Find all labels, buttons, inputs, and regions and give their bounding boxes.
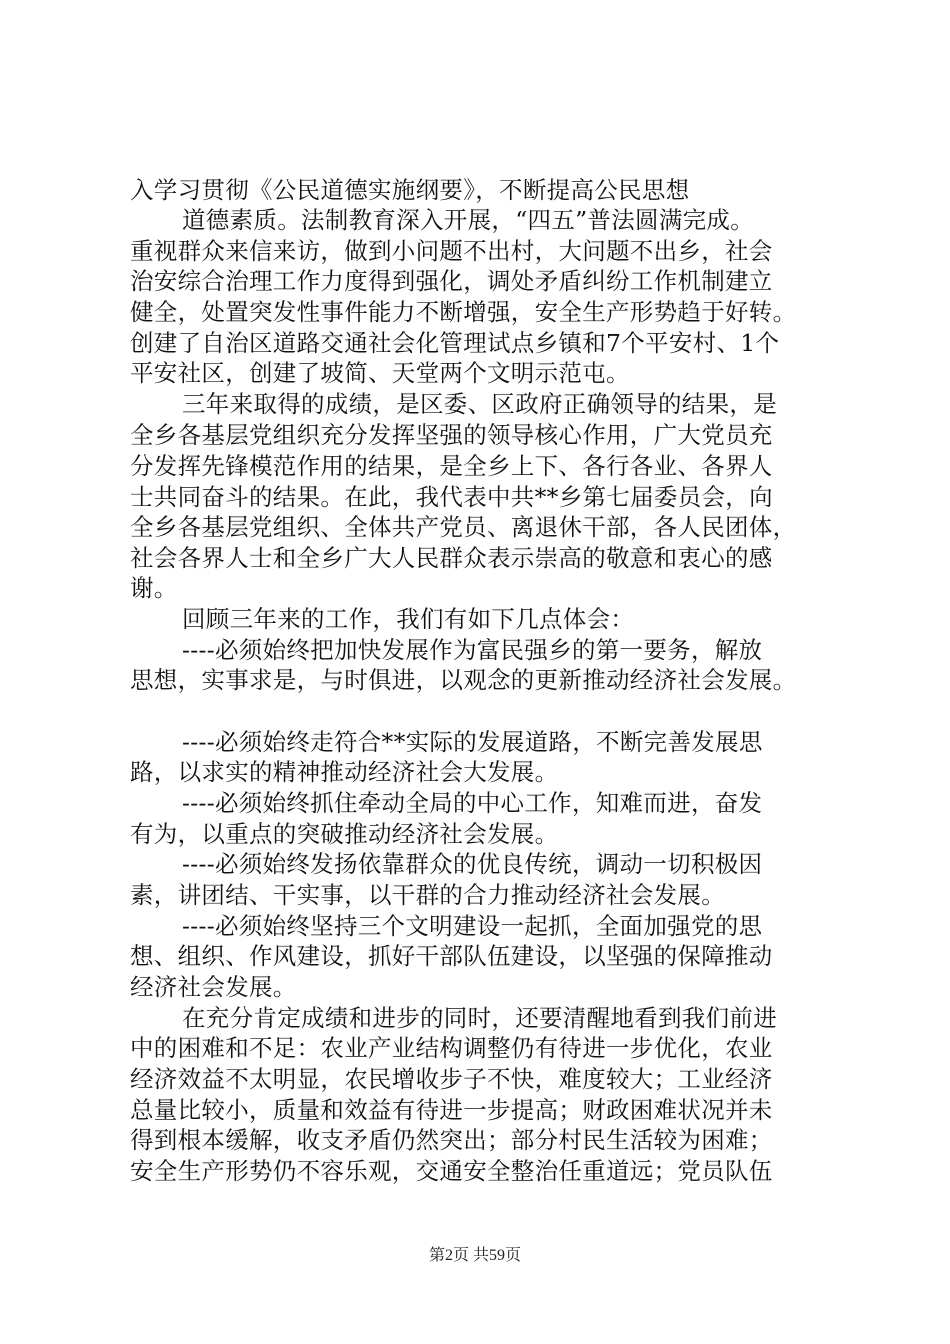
body-text-line: 得到根本缓解，收支矛盾仍然突出；部分村民生活较为困难； <box>130 1126 773 1154</box>
body-text-line: 思想，实事求是，与时俱进，以观念的更新推动经济社会发展。 <box>130 666 797 694</box>
body-text-line: 全乡各基层党组织充分发挥坚强的领导核心作用，广大党员充 <box>130 421 773 449</box>
body-text-line: ----必须始终抓住牵动全局的中心工作，知难而进，奋发 <box>182 789 763 817</box>
body-text-line: 平安社区，创建了坡简、天堂两个文明示范屯。 <box>130 359 630 387</box>
page-number-footer: 第2页 共59页 <box>428 1247 521 1264</box>
body-text-line: 入学习贯彻《公民道德实施纲要》，不断提高公民思想 <box>130 176 690 204</box>
body-text-line: 在充分肯定成绩和进步的同时，还要清醒地看到我们前进 <box>182 1004 777 1032</box>
body-text-line: 治安综合治理工作力度得到强化，调处矛盾纠纷工作机制建立 <box>130 267 773 295</box>
body-text-line: 全乡各基层党组织、全体共产党员、离退休干部，各人民团体， <box>130 513 797 541</box>
body-text-line: 重视群众来信来访，做到小问题不出村，大问题不出乡，社会 <box>130 237 773 265</box>
body-text-line: ----必须始终走符合**实际的发展道路，不断完善发展思 <box>182 728 763 756</box>
body-text-line: 分发挥先锋模范作用的结果，是全乡上下、各行各业、各界人 <box>130 452 773 480</box>
body-text-line: 经济效益不太明显，农民增收步子不快，难度较大；工业经济 <box>130 1065 773 1093</box>
body-text-line: 素，讲团结、干实事，以干群的合力推动经济社会发展。 <box>130 881 725 909</box>
body-text-line: 社会各界人士和全乡广大人民群众表示崇高的敬意和衷心的感 <box>130 544 773 572</box>
body-text-line: ----必须始终把加快发展作为富民强乡的第一要务，解放 <box>182 636 763 664</box>
body-text-line: 想、组织、作风建设，抓好干部队伍建设，以坚强的保障推动 <box>130 942 773 970</box>
body-text-line: ----必须始终坚持三个文明建设一起抓，全面加强党的思 <box>182 912 763 940</box>
body-text-line: 士共同奋斗的结果。在此，我代表中共**乡第七届委员会，向 <box>130 483 773 511</box>
body-text-line: 三年来取得的成绩，是区委、区政府正确领导的结果，是 <box>182 390 777 418</box>
body-text-line: 安全生产形势仍不容乐观，交通安全整治任重道远；党员队伍 <box>130 1157 773 1185</box>
body-text-line: 创建了自治区道路交通社会化管理试点乡镇和7个平安村、1个 <box>130 329 780 357</box>
body-text-line: 健全，处置突发性事件能力不断增强，安全生产形势趋于好转。 <box>130 298 797 326</box>
body-text-line: 中的困难和不足：农业产业结构调整仍有待进一步优化，农业 <box>130 1034 773 1062</box>
body-text-line: 路，以求实的精神推动经济社会大发展。 <box>130 758 559 786</box>
body-text-line: 谢。 <box>130 574 178 602</box>
body-text-line: 有为，以重点的突破推动经济社会发展。 <box>130 820 559 848</box>
body-text-line: 回顾三年来的工作，我们有如下几点体会： <box>182 605 635 633</box>
body-text-line: ----必须始终发扬依靠群众的优良传统，调动一切积极因 <box>182 850 763 878</box>
body-text-line: 总量比较小，质量和效益有待进一步提高；财政困难状况并未 <box>130 1096 773 1124</box>
body-text-line: 道德素质。法制教育深入开展，“四五”普法圆满完成。 <box>182 206 755 234</box>
body-text-line: 经济社会发展。 <box>130 973 297 1001</box>
